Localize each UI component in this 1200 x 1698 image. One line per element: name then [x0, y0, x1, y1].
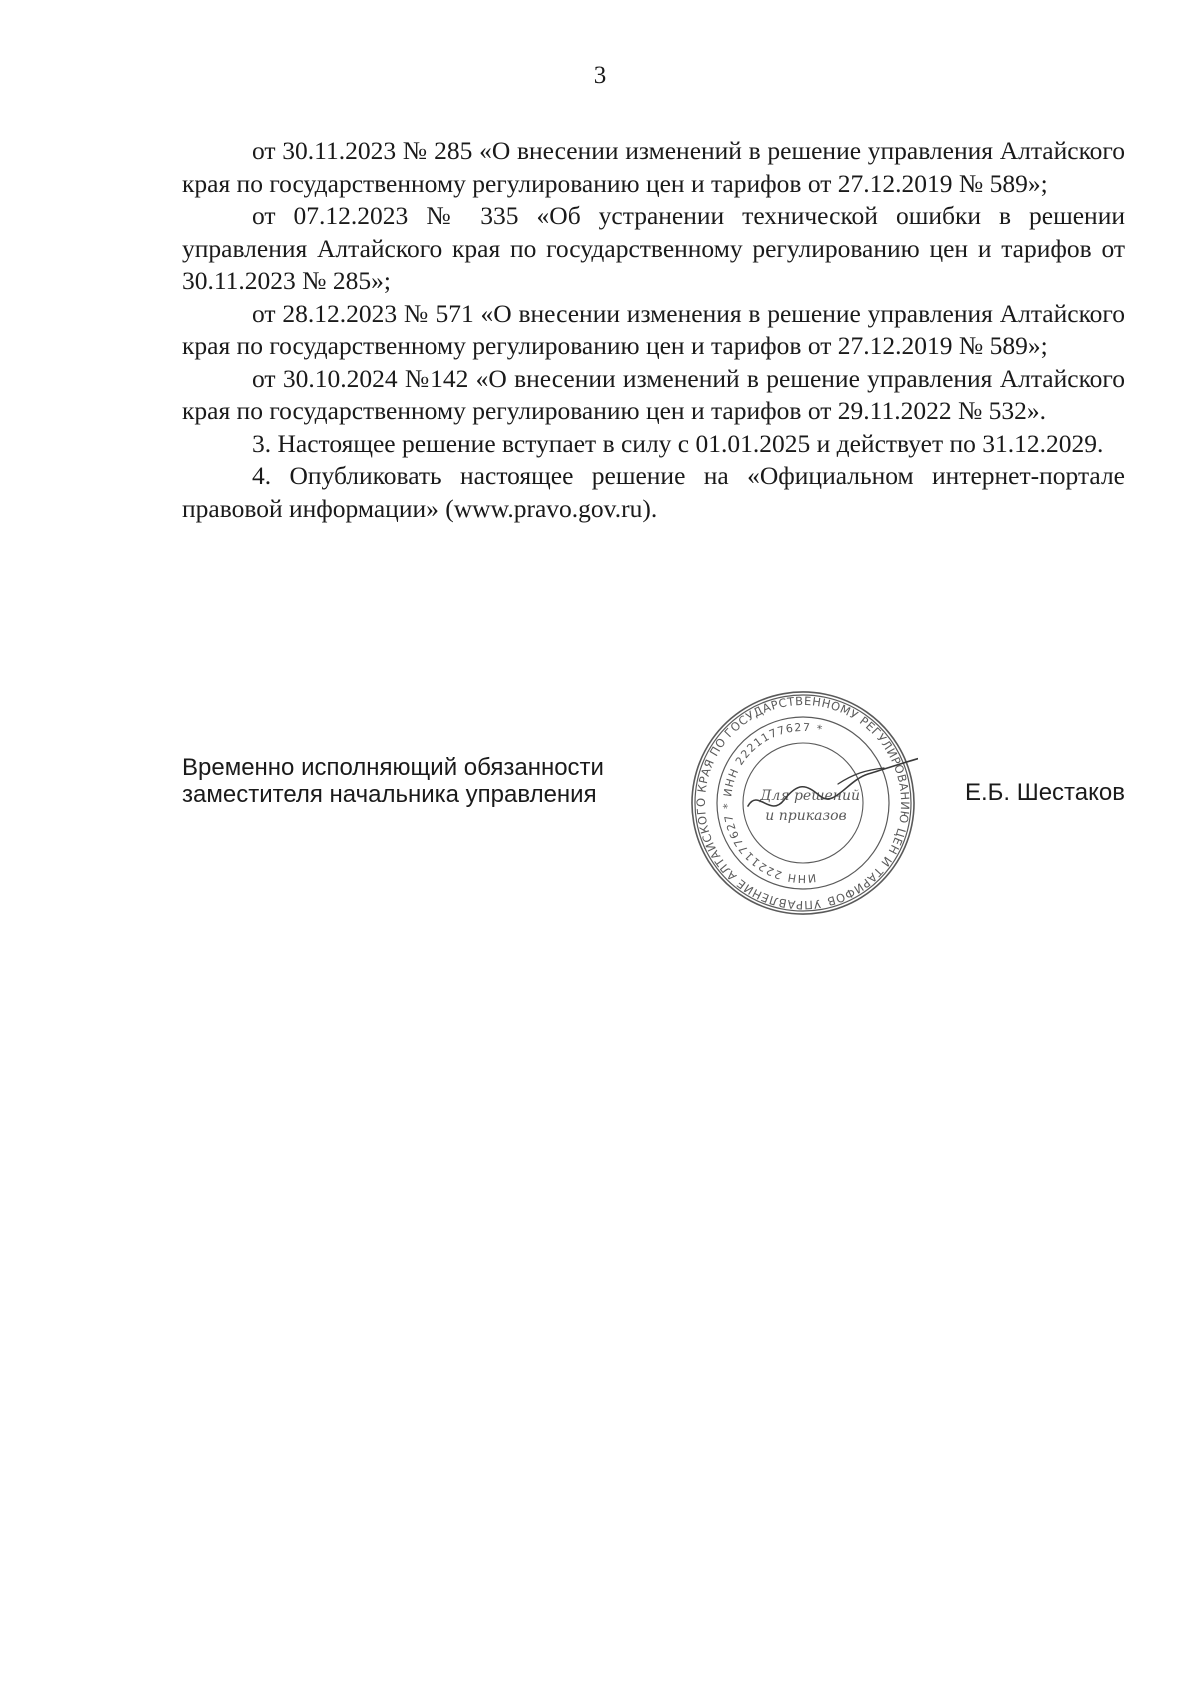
seal-center-line: Для решений: [759, 788, 861, 804]
page-number: 3: [593, 62, 607, 89]
signer-name: Е.Б. Шестаков: [964, 779, 1125, 806]
seal-outer-text: УПРАВЛЕНИЕ АЛТАЙСКОГО КРАЯ ПО ГОСУДАРСТВЕННОМУ РЕГУЛИРОВАНИЮ ЦЕН И ТАРИФОВ: [693, 693, 913, 913]
effective-date-clause: 3. Настоящее решение вступает в силу с 01.01.2025 и действует по 31.12.2029.: [252, 428, 1104, 458]
official-seal: [688, 688, 918, 918]
signatory-position-line: Временно исполняющий обязанности: [182, 754, 604, 781]
seal-inner-text: ИНН 2221177627 * ИНН 2221177627 *: [720, 720, 825, 886]
decision-list-item: от 30.11.2023 № 285 «О внесении изменений в решение управления Алтайского края по государственному регулированию цен и тарифов от 27.12.2019 № 589»;: [182, 136, 1125, 198]
decision-list-item: от 30.10.2024 №142 «О внесении изменений в решение управления Алтайского края по государственному регулированию цен и тарифов от 29.11.2022 № 532».: [182, 363, 1125, 425]
signatory-position: [182, 754, 604, 808]
publication-clause: 4. Опубликовать настоящее решение на «Официальном интернет-портале правовой информации» (www.pravo.gov.ru).: [182, 461, 1125, 523]
signatory-position-line: заместителя начальника управления: [182, 781, 597, 808]
seal-center-line: и приказов: [765, 808, 847, 824]
decision-list-item: от 28.12.2023 № 571 «О внесении изменения в решение управления Алтайского края по государственному регулированию цен и тарифов от 27.12.2019 № 589»;: [182, 298, 1125, 360]
document-body: [182, 135, 1125, 525]
decision-list-item: от 07.12.2023 № 335 «Об устранении технической ошибки в решении управления Алтайского края по государственному регулированию цен и тарифов от 30.11.2023 № 285»;: [182, 201, 1125, 295]
